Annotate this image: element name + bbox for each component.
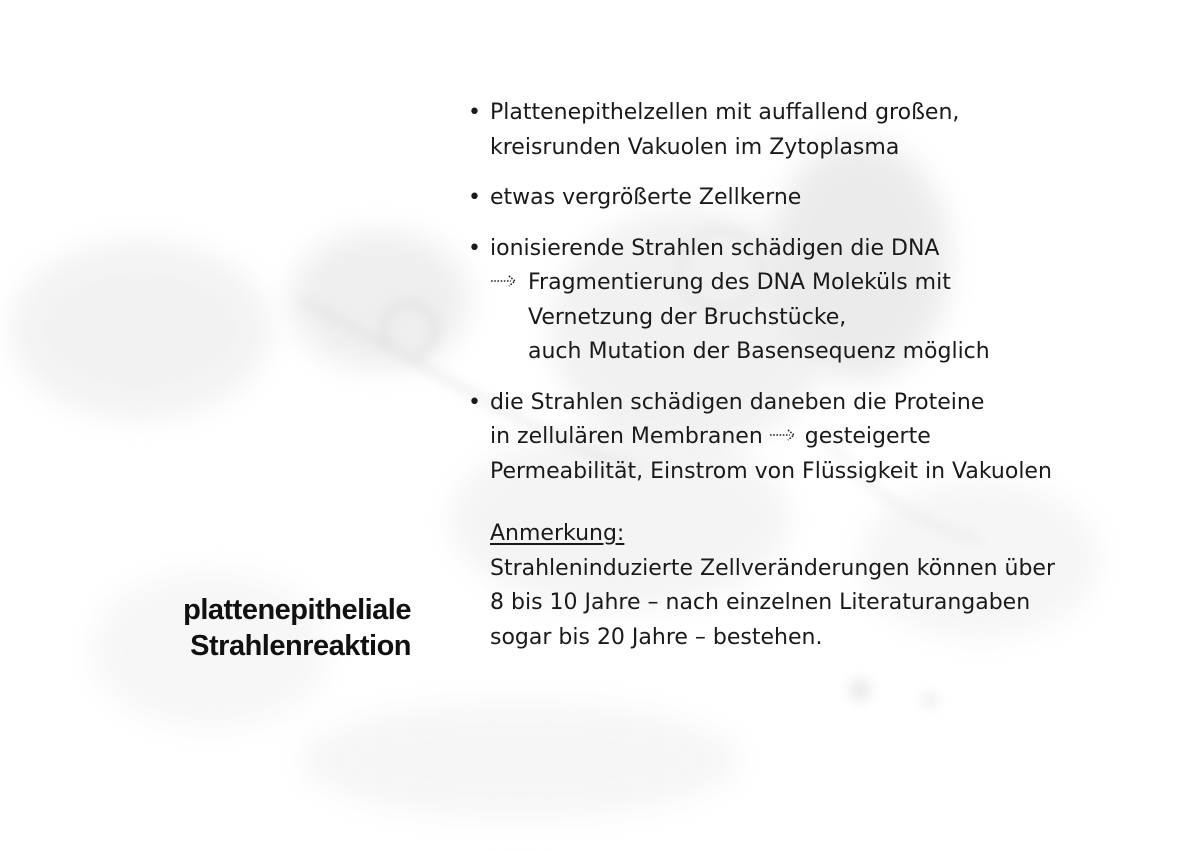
- section-title: [183, 592, 411, 664]
- dotted-arrow-icon: [769, 428, 799, 442]
- bullet-text: kreisrunden Vakuolen im Zytoplasma: [490, 134, 900, 160]
- consequence-text: Vernetzung der Bruchstücke,: [528, 304, 847, 330]
- note-text: 8 bis 10 Jahre – nach einzelnen Literaturangaben: [490, 590, 1031, 615]
- dotted-arrow-icon: [490, 274, 520, 288]
- bullet-item: [468, 232, 1168, 370]
- consequence-text: auch Mutation der Basensequenz möglich: [528, 339, 990, 364]
- bullet-item: [468, 96, 1168, 165]
- bullet-text: Permeabilität, Einstrom von Flüssigkeit in Vakuolen: [490, 458, 1052, 484]
- section-title-line2: Strahlenreaktion: [190, 630, 411, 662]
- note-text: sogar bis 20 Jahre – bestehen.: [490, 624, 823, 650]
- bullet-dot-icon: •: [468, 389, 481, 415]
- bullet-text: gesteigerte: [804, 424, 931, 449]
- bullet-item: [468, 181, 1168, 216]
- bullet-text: in zellulären Membranen: [490, 424, 763, 449]
- bullet-dot-icon: •: [468, 100, 481, 125]
- bullet-item: [468, 386, 1168, 490]
- note-block: [468, 517, 1168, 655]
- bullet-dot-icon: •: [468, 185, 481, 210]
- section-title-line1: plattenepitheliale: [183, 594, 411, 626]
- bullet-text-with-arrow: [490, 420, 1168, 455]
- findings-list: [468, 96, 1168, 655]
- consequence-text: Fragmentierung des DNA Moleküls mit: [528, 270, 951, 295]
- bullet-text: Plattenepithelzellen mit auffallend großen,: [490, 100, 960, 125]
- note-text: Strahleninduzierte Zellveränderungen können über: [490, 555, 1055, 581]
- note-title: Anmerkung:: [490, 521, 625, 546]
- bullet-text: etwas vergrößerte Zellkerne: [490, 185, 802, 210]
- bullet-text: ionisierende Strahlen schädigen die DNA: [490, 235, 940, 261]
- bullet-dot-icon: •: [468, 235, 481, 261]
- bullet-text: die Strahlen schädigen daneben die Proteine: [490, 389, 985, 415]
- consequence-line: [490, 266, 1168, 301]
